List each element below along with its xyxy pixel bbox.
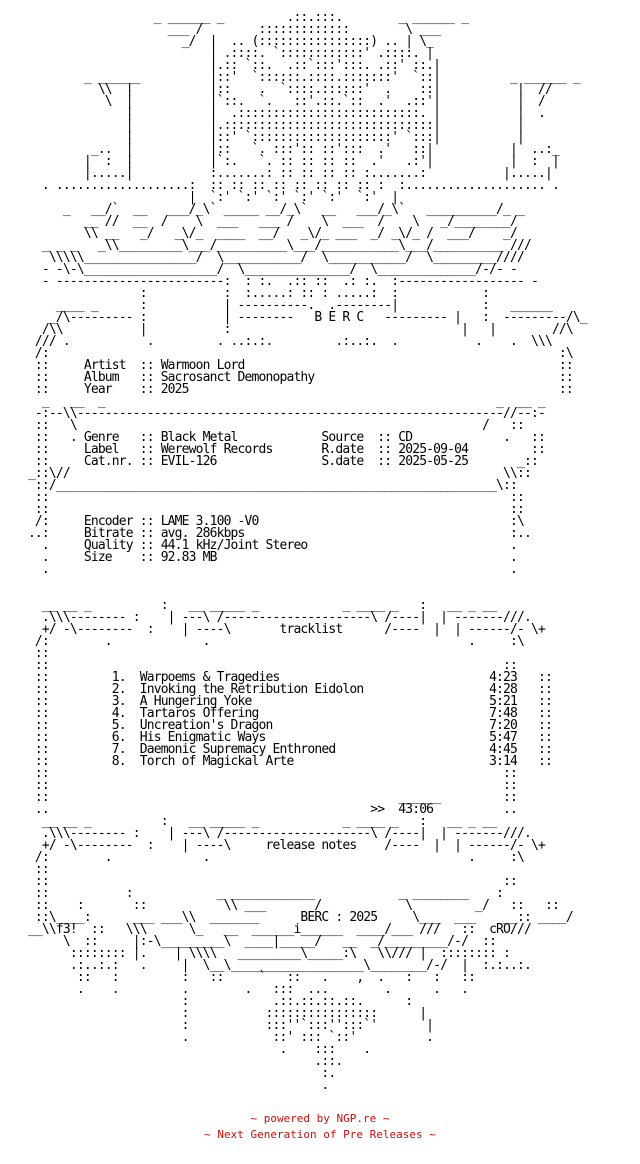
nfo-line: :: 8. Torch of Magickal Arte 3:14 :: [0, 754, 552, 769]
nfo-line: /: . . . :\ [0, 850, 524, 865]
nfo-line: ::/_______________________________________________________________\:: [0, 478, 518, 493]
nfo-line: . . [0, 562, 518, 577]
nfo-line: :::::::: |. | \\\\ _________\_____:\ \\/// | :::::::: : [0, 946, 511, 961]
nfo-line: :: Artist :: Warmoon Lord :: [0, 358, 573, 373]
nfo-line: _ __/` __ ___/_\` _____ __/_\` __ ___/_\` __________/_ _ [0, 202, 524, 217]
nfo-line: __\\f3! :: \\\ \_ __ ______i______ ____/___ /// :: cRO/// [0, 922, 531, 937]
nfo-line: :: 6. His Enigmatic Ways 5:47 :: [0, 730, 552, 745]
nfo-line: :: 3. A Hungering Yoke 5:21 :: [0, 694, 552, 709]
nfo-line: :: Year :: 2025 :: [0, 382, 573, 397]
nfo-line: ..: Bitrate :: avg. 286kbps :.. [0, 526, 531, 541]
nfo-line: \\ | |:: . `::::.::::::' . ::| | // [0, 82, 552, 97]
nfo-line: . Size :: 92.83 MB . [0, 550, 518, 565]
nfo-line: :: :: [0, 502, 524, 517]
nfo-line: _ _ _ _\\_________\___/__________\___/___________\___/__________ /// [0, 238, 531, 253]
nfo-line: . ::: . [0, 1042, 371, 1057]
nfo-line: : : :.....: :: : .....: : : [0, 286, 490, 301]
nfo-line: :: [0, 862, 49, 877]
nfo-line: /\\ | : | | //\ [0, 322, 573, 337]
nfo-line: :. [0, 1066, 336, 1081]
nfo-line: : :::''`:::'':::`' | [0, 1018, 434, 1033]
nfo-line: /: Encoder :: LAME 3.100 -V0 :\ [0, 514, 524, 529]
nfo-line: .:..:.: . | \__\___________________\________/-/ | :.:..:. [0, 958, 531, 973]
nfo-line: .\\\-------- : | ---\ /---------------------\ /----| | -------///. [0, 610, 531, 625]
nfo-line: :: \ / :: [0, 418, 524, 433]
nfo-line: | : | |`:. `. :: :: :: :: .' .:'| | : | [0, 154, 559, 169]
nfo-line: \ | |`::. `. ::'.::.`:: .' .::'| | / [0, 94, 545, 109]
nfo-line: :: :: [0, 874, 518, 889]
nfo-line: .::. [0, 1054, 343, 1069]
nfo-line: : :::::::::::::::: | [0, 1006, 427, 1021]
nfo-line: | .::::. `::::::::::::' .::::. | [0, 46, 434, 61]
nfo-line: :: :: [0, 658, 518, 673]
nfo-line: | |::' `::::::::::::::::::::' `:::| | [0, 130, 524, 145]
nfo-line: :: :: [0, 778, 518, 793]
nfo-line: | | .::::::::::::::::::::::::::. | | . [0, 106, 545, 121]
nfo-line: _::\// \\:: [0, 466, 531, 481]
nfo-line: :: Cat.nr. :: EVIL-126 S.date :: 2025-05-25 _:: [0, 454, 538, 469]
nfo-line: :: : _ ____________ _ ________ : [0, 886, 504, 901]
nfo-line: :: 4. Tartaros Offering 7:48 :: [0, 706, 552, 721]
nfo-line: ____ _ : | ----------. .--------| : ______ [0, 298, 552, 313]
nfo-line: _/\--------- : | -------- B E R C --------- | : ---------/\_ [0, 310, 587, 325]
nfo-line: . ...................: :: :: :: :: :: :: :: :: : :.................... . [0, 178, 559, 193]
nfo-line: ::\____: ___ ___\\ _______ BERC : 2025 \___ ___ __:: ____/ [0, 910, 573, 925]
nfo-line: __ __ _ : __ _____ _ _ ____ _ : __ _ __ [0, 598, 497, 613]
nfo-line: __ // __ / \ ___ ___ / \ ___ / \ _/________/ [0, 214, 518, 229]
nfo-line: _ ______ |::' `::::::.::::.:::::::' `::| _ ______ _ [0, 70, 580, 85]
nfo-line: :: :: [0, 490, 524, 505]
nfo-line: :: 2. Invoking the Retribution Eidolon 4:28 :: [0, 682, 552, 697]
nfo-line [0, 1092, 640, 1104]
nfo-line: \ :: |:-\_________\ ____|_____/ __ _/_________/-/ :: [0, 934, 497, 949]
nfo-line: - -\-\___________________/ \_______________/ \______________/-/- - [0, 262, 518, 277]
nfo-line: | |.::::::::::::::::::::::::::::::| | [0, 118, 524, 133]
nfo-line: \\ __ _/ _\/_ ____ __/ _\/_ ___ _/ _\/_ / ___/ _/ [0, 226, 518, 241]
nfo-line: _/ | .. (::::::::::::::::) .. | \_ [0, 34, 434, 49]
nfo-line: :: Label :: Werewolf Records R.date :: 2025-09-04 :: [0, 442, 545, 457]
nfo-line: :: 5. Uncreation's Dragon 7:20 :: [0, 718, 552, 733]
nfo-line: .\\\-------- : | ---\ /---------------------\ /----| | -------///. [0, 826, 531, 841]
nfo-line: : .::.::.::.::. : [0, 994, 413, 1009]
nfo-line: :: [0, 646, 49, 661]
nfo-line: _.. | |:: `. :::':: ::'::: .' ::| | ..:_ [0, 142, 559, 157]
nfo-line: . . . . ::: ... . . . [0, 982, 469, 997]
nfo-line: | `:' `:' `:' `:' `:' `:' | [0, 190, 399, 205]
nfo-line: ___ / ::::::::::::: \ ___ [0, 22, 441, 37]
nfo-line: :: 1. Warpoems & Tragedies 4:23 :: [0, 670, 552, 685]
footer-powered-by[interactable]: ~ powered by NGP.re ~ [250, 1112, 390, 1125]
nfo-line: _ __ _ _ __ _ [0, 394, 545, 409]
nfo-line: _ ______ _ .::.:::. _ ______ _ [0, 10, 469, 25]
nfo-line: +/ -\-------- : | ----\ release notes /---- | | ------/- \+ [0, 838, 545, 853]
nfo-line: |.....| :.......: :: :: :: :: :.......: |.....| [0, 166, 552, 181]
nfo-line: /// . . . ..:.:. .:..:. . . . \\\ [0, 334, 552, 349]
nfo-line: - ------------------------: : :. .:: :: .: :. :------------------ - [0, 274, 538, 289]
nfo-line: \\\\\________________/ \___________/ \___________/ \_________//// [0, 250, 524, 265]
nfo-line: /: . . . :\ [0, 634, 524, 649]
footer-tagline: ~ Next Generation of Pre Releases ~ [204, 1128, 436, 1141]
nfo-line: |.:: `::. .::`:::':::. .::' ::.| [0, 58, 441, 73]
nfo-line: .. >> 43:06 .. [0, 802, 518, 817]
nfo-line [0, 576, 640, 588]
nfo-line: :: : :: \\ ___ / \ _/ :: :: [0, 898, 559, 913]
nfo-line: __ __ _ : __ _____ _ _ ____ _ : __ _ __ [0, 814, 497, 829]
nfo-line: -:--\\-------------------------------------------------------------//--:- [0, 406, 545, 421]
nfo-line: :: Album :: Sacrosanct Demonopathy :: [0, 370, 573, 385]
nfo-line: :: :: [0, 766, 518, 781]
nfo-line: :: 7. Daemonic Supremacy Enthroned 4:45 :: [0, 742, 552, 757]
nfo-line: . Quality :: 44.1 kHz/Joint Stereo . [0, 538, 518, 553]
nfo-line: . ::' ::: `::' . [0, 1030, 434, 1045]
nfo-line: /: :\ [0, 346, 573, 361]
nfo-line: . [0, 1078, 329, 1093]
nfo-line: :: : : :: ` :: . , . : : :: [0, 970, 483, 985]
nfo-line: :: ______ :: [0, 790, 518, 805]
nfo-line: +/ -\-------- : | ----\ tracklist /---- | | ------/- \+ [0, 622, 545, 637]
nfo-line: :: . Genre :: Black Metal Source :: CD . :: [0, 430, 545, 445]
